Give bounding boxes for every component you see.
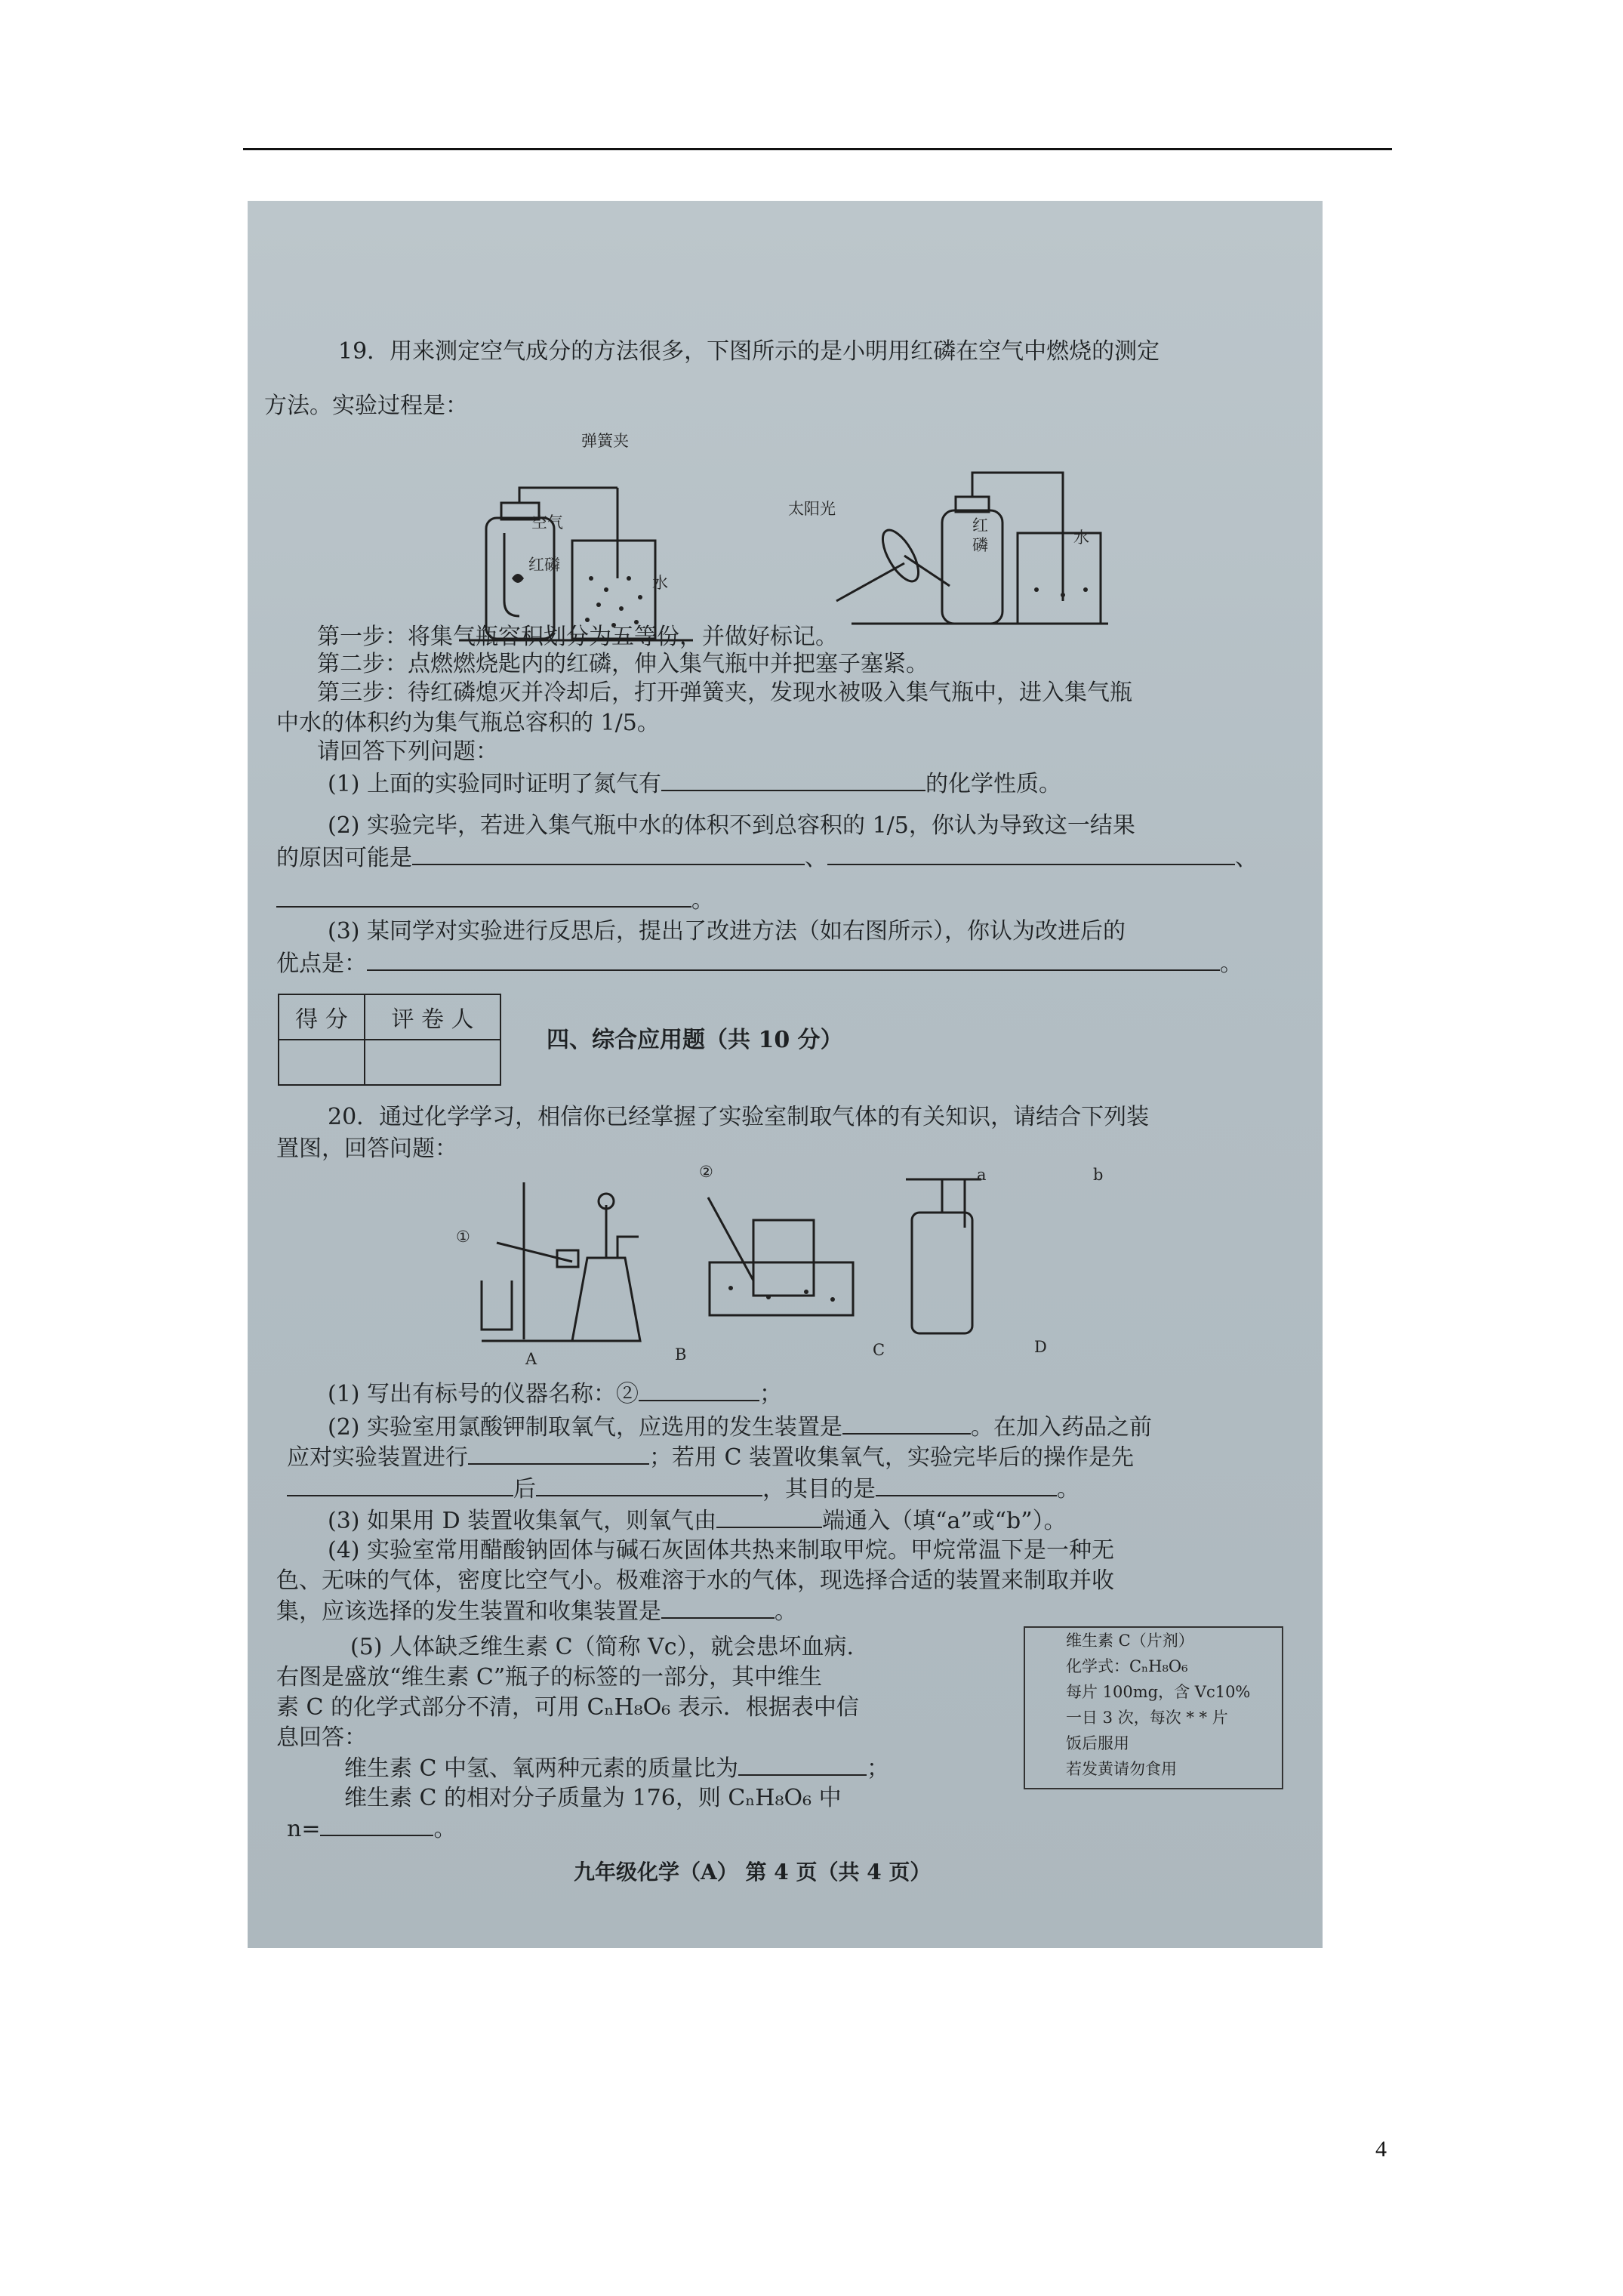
header-rule	[243, 148, 1392, 150]
answer-blank[interactable]	[639, 1379, 759, 1401]
q20-part4c	[276, 1596, 797, 1627]
answer-blank[interactable]	[876, 1474, 1057, 1496]
period: 。	[433, 1816, 457, 1842]
vitamin-label-line1: 维生素 C（片剂）	[1066, 1632, 1194, 1650]
answer-blank[interactable]	[412, 843, 805, 865]
q20-part2b-suffix: ；若用 C 装置收集氧气，实验完毕后的操作是先	[649, 1444, 1135, 1471]
fig-label-a: a	[977, 1166, 987, 1184]
q19-apparatus-figure-left	[459, 427, 708, 654]
q20-part4b: 色、无味的气体，密度比空气小。极难溶于水的气体，现选择合适的装置来制取并收	[276, 1567, 1114, 1594]
fig-label-b: b	[1093, 1166, 1104, 1184]
label-air: 空气	[531, 513, 563, 532]
period: 。	[775, 1598, 797, 1625]
label-phos-char: 磷	[972, 536, 988, 554]
answer-blank[interactable]	[827, 843, 1235, 865]
page-number: 4	[1375, 2137, 1387, 2162]
q20-part2a	[328, 1412, 1152, 1443]
q20-part2c	[287, 1474, 1079, 1505]
section4-title: 四、综合应用题（共 10 分）	[547, 1027, 843, 1053]
fig-label-A: A	[525, 1350, 537, 1368]
answer-blank[interactable]	[842, 1412, 971, 1435]
fig-label-C: C	[873, 1341, 885, 1359]
fig-label-D: D	[1034, 1338, 1047, 1356]
q19-ask: 请回答下列问题：	[317, 738, 498, 765]
q19-part3a: (3) 某同学对实验进行反思后，提出了改进方法（如右图所示），你认为改进后的	[328, 918, 1126, 945]
answer-blank[interactable]	[276, 885, 691, 908]
grader-cell[interactable]	[365, 1040, 500, 1085]
period: 。	[1057, 1476, 1079, 1502]
vitamin-label-line6: 若发黄请勿食用	[1066, 1760, 1177, 1778]
answer-blank[interactable]	[738, 1753, 867, 1776]
q19-part2a: (2) 实验完毕，若进入集气瓶中水的体积不到总容积的 1/5，你认为导致这一结果	[328, 812, 1135, 839]
q20-part2a-prefix: (2) 实验室用氯酸钾制取氧气，应选用的发生装置是	[328, 1414, 843, 1441]
label-red-phosphorus: 红磷	[528, 556, 560, 574]
q19-step1: 第一步：将集气瓶容积划分为五等份，并做好标记。	[317, 624, 838, 650]
q20-part5g	[287, 1814, 456, 1845]
q20-part5e	[344, 1753, 889, 1784]
semicolon: ；	[867, 1755, 890, 1782]
label-water-left: 水	[652, 574, 668, 592]
q20-part5a: (5) 人体缺乏维生素 C（简称 Vc），就会患坏血病.	[350, 1634, 855, 1660]
score-table	[278, 994, 501, 1086]
q20-part5c: 素 C 的化学式部分不清，可用 CₙH₈O₆ 表示．根据表中信	[276, 1694, 859, 1721]
q20-purpose-text: ，其目的是	[762, 1476, 876, 1502]
q19-line1: 19．用来测定空气成分的方法很多，下图所示的是小明用红磷在空气中燃烧的测定	[338, 338, 1160, 365]
label-sunlight: 太阳光	[788, 500, 836, 518]
q20-part1-prefix: (1) 写出有标号的仪器名称：②	[328, 1381, 639, 1407]
answer-blank[interactable]	[536, 1474, 762, 1496]
label-spring-clip: 弹簧夹	[581, 432, 629, 450]
grader-header: 评 卷 人	[365, 994, 500, 1040]
exam-footer: 九年级化学（A） 第 4 页（共 4 页）	[574, 1860, 932, 1885]
q20-part3	[328, 1505, 1067, 1536]
answer-blank[interactable]	[287, 1474, 513, 1496]
scanned-exam-photo	[248, 201, 1323, 1948]
label-water-right: 水	[1073, 529, 1089, 547]
answer-blank[interactable]	[661, 1596, 775, 1619]
q20-part3-prefix: (3) 如果用 D 装置收集氧气，则氧气由	[328, 1508, 717, 1534]
q20-part5b: 右图是盛放“维生素 C”瓶子的标签的一部分，其中维生	[276, 1664, 823, 1690]
answer-blank[interactable]	[468, 1442, 649, 1465]
q20-part5d: 息回答：	[276, 1724, 367, 1751]
q20-part1	[328, 1379, 782, 1410]
q19-part1-suffix: 的化学性质。	[925, 771, 1062, 797]
q19-line2: 方法。实验过程是：	[264, 393, 468, 419]
q20-after-word: 后	[513, 1476, 536, 1502]
q20-part2b	[287, 1442, 1134, 1473]
q19-part1	[328, 769, 1061, 800]
comma: 、	[1235, 845, 1258, 871]
q20-part2b-prefix: 应对实验装置进行	[287, 1444, 468, 1471]
label-red-char: 红	[972, 516, 988, 535]
q20-part5e-prefix: 维生素 C 中氢、氧两种元素的质量比为	[344, 1755, 739, 1782]
q19-part3b	[276, 948, 1243, 979]
answer-blank[interactable]	[716, 1505, 822, 1528]
q19-part1-prefix: (1) 上面的实验同时证明了氮气有	[328, 771, 662, 797]
q19-step3a: 第三步：待红磷熄灭并冷却后，打开弹簧夹，发现水被吸入集气瓶中，进入集气瓶	[317, 680, 1132, 706]
q19-part3b-prefix: 优点是：	[276, 951, 367, 977]
q19-part2c	[276, 885, 714, 916]
q20-part4c-prefix: 集，应该选择的发生装置和收集装置是	[276, 1598, 661, 1625]
vitamin-c-label-box	[1024, 1626, 1283, 1789]
answer-blank[interactable]	[367, 948, 1220, 971]
answer-blank[interactable]	[320, 1814, 433, 1836]
q19-part2b-prefix: 的原因可能是	[276, 845, 412, 871]
q20-apparatus-figure	[451, 1167, 1323, 1364]
answer-blank[interactable]	[661, 769, 925, 791]
fig-label-B: B	[675, 1345, 687, 1364]
vitamin-label-line4: 一日 3 次，每次 * * 片	[1066, 1709, 1228, 1727]
fig-label-2: ②	[699, 1163, 713, 1181]
period: 。	[1220, 951, 1243, 977]
period: 。	[691, 887, 714, 914]
q20-line2: 置图，回答问题：	[276, 1136, 457, 1162]
q20-part5g-prefix: n=	[287, 1816, 321, 1842]
semicolon: ；	[759, 1381, 783, 1407]
q19-step3b: 中水的体积约为集气瓶总容积的 1/5。	[276, 710, 660, 736]
q20-line1: 20．通过化学学习，相信你已经掌握了实验室制取气体的有关知识，请结合下列装	[328, 1104, 1150, 1130]
score-header: 得 分	[279, 994, 365, 1040]
vitamin-label-line2: 化学式：CₙH₈O₆	[1066, 1657, 1188, 1675]
score-cell[interactable]	[279, 1040, 365, 1085]
q20-part5f: 维生素 C 的相对分子质量为 176，则 CₙH₈O₆ 中	[344, 1785, 842, 1811]
vitamin-label-line5: 饭后服用	[1066, 1734, 1129, 1752]
q19-apparatus-figure-right	[821, 427, 1078, 639]
q19-part2b	[276, 843, 1258, 874]
comma: 、	[805, 845, 827, 871]
q20-part3-suffix: 端通入（填“a”或“b”）。	[822, 1508, 1067, 1534]
vitamin-label-line3: 每片 100mg，含 Vc10%	[1066, 1683, 1251, 1701]
q20-part4a: (4) 实验室常用醋酸钠固体与碱石灰固体共热来制取甲烷。甲烷常温下是一种无	[328, 1537, 1115, 1564]
q19-step2: 第二步：点燃燃烧匙内的红磷，伸入集气瓶中并把塞子塞紧。	[317, 651, 929, 677]
q20-part2a-suffix: 。在加入药品之前	[971, 1414, 1153, 1441]
fig-label-1: ①	[456, 1228, 470, 1246]
